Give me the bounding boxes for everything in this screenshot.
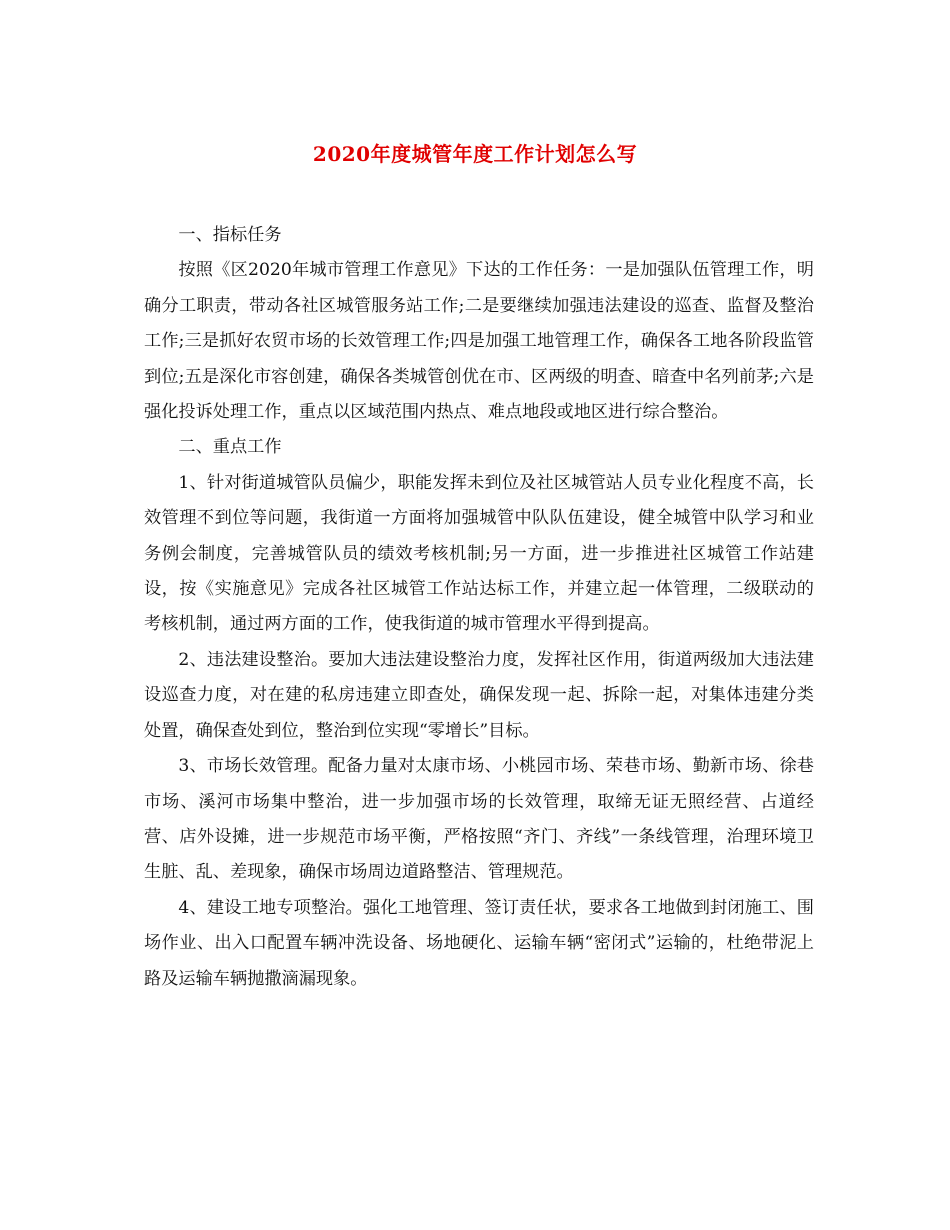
document-title: 2020年度城管年度工作计划怎么写	[312, 142, 638, 166]
paragraph-key-work-1: 1、针对街道城管队员偏少，职能发挥未到位及社区城管站人员专业化程度不高，长效管理不到位等问题，我街道一方面将加强城管中队队伍建设，健全城管中队学习和业务例会制度，完善城管队员的绩效考核机制;另一方面，进一步推进社区城管工作站建设，按《实施意见》完成各社区城管工作站达标工作，并建立起一体管理，二级联动的考核机制，通过两方面的工作，使我街道的城市管理水平得到提高。	[144, 472, 814, 635]
paragraph-key-work-2: 2、违法建设整治。要加大违法建设整治力度，发挥社区作用，街道两级加大违法建设巡查力度，对在建的私房违建立即查处，确保发现一起、拆除一起，对集体违建分类处置，确保查处到位，整治到位实现“零增长”目标。	[144, 649, 814, 741]
document-body	[144, 218, 814, 997]
paragraph-key-work-4: 4、建设工地专项整治。强化工地管理、签订责任状，要求各工地做到封闭施工、围场作业、出入口配置车辆冲洗设备、场地硬化、运输车辆“密闭式”运输的，杜绝带泥上路及运输车辆抛撒滴漏现象。	[144, 897, 814, 989]
paragraph-targets: 按照《区2020年城市管理工作意见》下达的工作任务：一是加强队伍管理工作，明确分工职责，带动各社区城管服务站工作;二是要继续加强违法建设的巡查、监督及整治工作;三是抓好农贸市场的长效管理工作;四是加强工地管理工作，确保各工地各阶段监管到位;五是深化市容创建，确保各类城管创优在市、区两级的明查、暗查中名列前茅;六是强化投诉处理工作，重点以区域范围内热点、难点地段或地区进行综合整治。	[144, 260, 814, 423]
paragraph-key-work-3: 3、市场长效管理。配备力量对太康市场、小桃园市场、荣巷市场、勤新市场、徐巷市场、溪河市场集中整治，进一步加强市场的长效管理，取缔无证无照经营、占道经营、店外设摊，进一步规范市场平衡，严格按照“齐门、齐线”一条线管理，治理环境卫生脏、乱、差现象，确保市场周边道路整洁、管理规范。	[144, 756, 814, 883]
section-heading-key-work: 二、重点工作	[178, 437, 282, 458]
section-heading-targets: 一、指标任务	[178, 225, 282, 245]
